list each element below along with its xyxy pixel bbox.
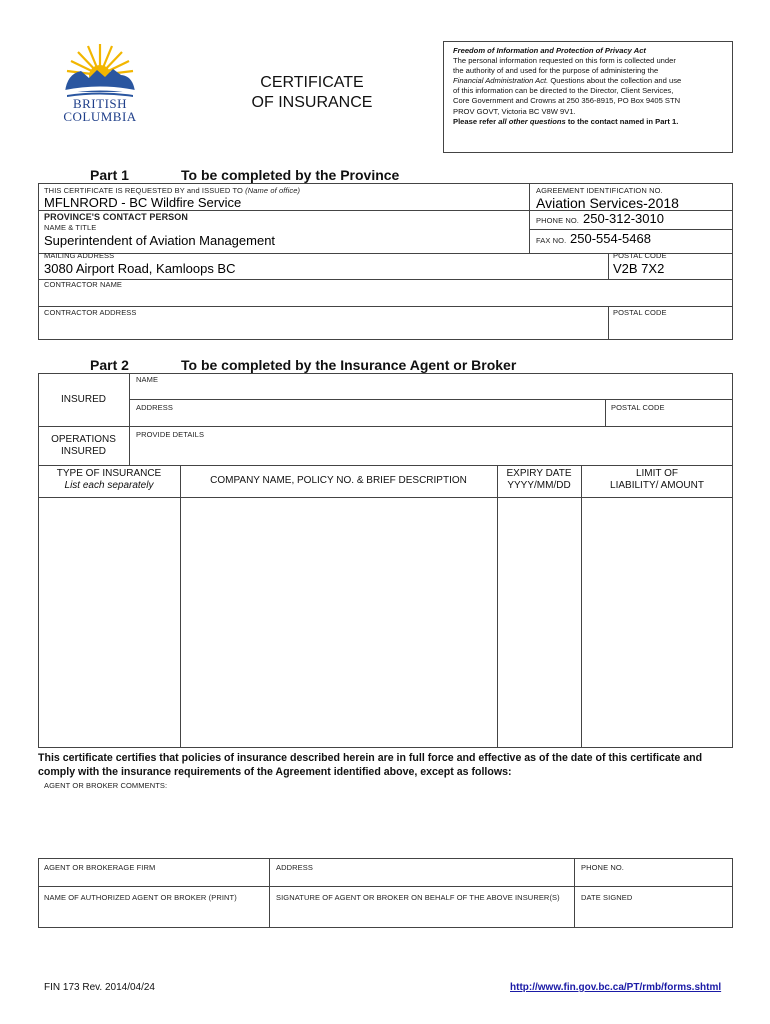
privacy-line: PROV GOVT, Victoria BC V8W 9V1. [453, 106, 576, 116]
form-title-line2: OF INSURANCE [251, 94, 373, 111]
contractor-postal-label: POSTAL CODE [613, 308, 667, 317]
requested-by-label: THIS CERTIFICATE IS REQUESTED BY and ISSUED TO (Name of office) [44, 186, 301, 195]
date-signed-label: DATE SIGNED [581, 893, 633, 902]
privacy-notice [443, 41, 733, 153]
form-title-line1: CERTIFICATE [260, 74, 364, 91]
company-policy-header: COMPANY NAME, POLICY NO. & BRIEF DESCRIPTION [210, 475, 467, 486]
phone-label: PHONE NO. [536, 216, 579, 225]
bc-logo [55, 40, 145, 125]
logo-text-british: BRITISH [72, 96, 128, 111]
fax-label: FAX NO. [536, 236, 567, 245]
agent-comments-label: AGENT OR BROKER COMMENTS: [44, 781, 168, 790]
mailing-address-value: 3080 Airport Road, Kamloops BC [44, 261, 236, 276]
insured-address-label: ADDRESS [136, 403, 173, 412]
privacy-heading: Freedom of Information and Protection of Privacy Act [453, 46, 646, 55]
part1-heading: To be completed by the Province [181, 167, 400, 183]
privacy-line: Please refer all other questions to the contact named in Part 1. [453, 116, 679, 126]
brokerage-address-label: ADDRESS [276, 863, 313, 872]
expiry-date-header: EXPIRY DATE YYYY/MM/DD [506, 468, 572, 491]
mailing-address-label: MAILING ADDRESS [44, 251, 115, 260]
part2-heading: To be completed by the Insurance Agent or Broker [181, 357, 517, 373]
part1-label: Part 1 [90, 167, 129, 183]
brokerage-phone-label: PHONE NO. [581, 863, 624, 872]
postal-code-label: POSTAL CODE [613, 251, 667, 260]
type-of-insurance-header: TYPE OF INSURANCE List each separately [56, 468, 162, 491]
insured-name-label: NAME [136, 375, 159, 384]
name-title-label: NAME & TITLE [44, 223, 97, 232]
part2-label: Part 2 [90, 357, 129, 373]
requested-by-value: MFLNRORD - BC Wildfire Service [44, 195, 242, 210]
privacy-line: Core Government and Crowns at 250 356-8915, PO Box 9405 STN [453, 96, 681, 106]
forms-url-link[interactable]: http://www.fin.gov.bc.ca/PT/rmb/forms.shtml [510, 982, 722, 993]
contractor-address-label: CONTRACTOR ADDRESS [44, 308, 137, 317]
postal-code-value: V2B 7X2 [613, 261, 665, 276]
insured-postal-label: POSTAL CODE [611, 403, 665, 412]
provide-details-label: PROVIDE DETAILS [136, 430, 205, 439]
agreement-id-value: Aviation Services-2018 [536, 195, 679, 211]
brokerage-firm-label: AGENT OR BROKERAGE FIRM [44, 863, 156, 872]
fax-value: 250-554-5468 [570, 231, 651, 246]
insured-label: INSURED [60, 394, 106, 405]
privacy-line: the authority of and used for the purpose of administering the [453, 66, 659, 76]
logo-text-columbia: COLUMBIA [63, 109, 137, 124]
privacy-line: The personal information requested on this form is collected under [453, 56, 676, 66]
contractor-name-label: CONTRACTOR NAME [44, 280, 123, 289]
contact-person-value: Superintendent of Aviation Management [44, 233, 276, 248]
limit-of-liability-header: LIMIT OF LIABILITY/ AMOUNT [610, 468, 704, 491]
sun-mountain-icon [55, 40, 145, 100]
form-id: FIN 173 Rev. 2014/04/24 [44, 982, 155, 993]
phone-value: 250-312-3010 [583, 211, 664, 226]
agreement-id-label: AGREEMENT IDENTIFICATION NO. [536, 186, 663, 195]
agent-name-label: NAME OF AUTHORIZED AGENT OR BROKER (PRINT) [44, 893, 237, 902]
operations-insured-label: OPERATIONS INSURED [51, 434, 116, 457]
agent-signature-label: SIGNATURE OF AGENT OR BROKER ON BEHALF OF THE ABOVE INSURER(S) [276, 893, 560, 902]
certification-statement: This certificate certifies that policies of insurance described herein are in full force and effective as of the date of this certificate and comply with the insurance requirements of the Agreement identified above, except as follows: [38, 752, 703, 778]
contact-person-label: PROVINCE'S CONTACT PERSON [44, 212, 188, 222]
privacy-line: Financial Administration Act. Questions about the collection and use [453, 76, 682, 86]
form-title [232, 73, 392, 113]
privacy-line: of this information can be directed to the Director, Client Services, [453, 86, 674, 96]
